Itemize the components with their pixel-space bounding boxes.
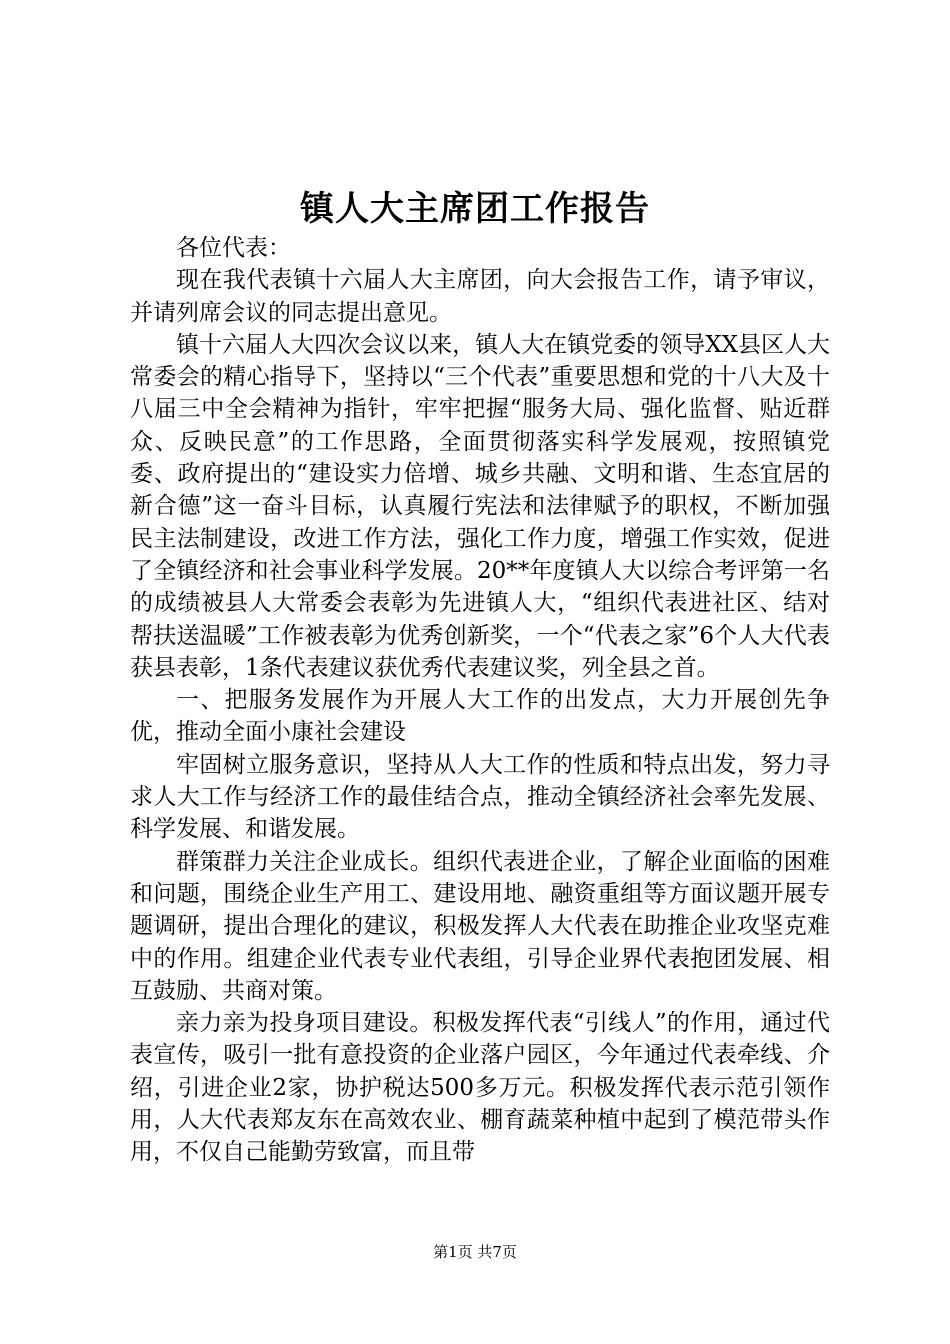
paragraph: 镇十六届人大四次会议以来，镇人大在镇党委的领导XX县区人大常委会的精心指导下，坚持以“三个代表”重要思想和党的十八大及十八届三中全会精神为指针，牢牢把握“服务大局、强化监督、贴近群众、反映民意”的工作思路，全面贯彻落实科学发展观，按照镇党委、政府提出的“建设实力倍增、城乡共融、文明和谐、生态宜居的新合德”这一奋斗目标，认真履行宪法和法律赋予的职权，不断加强民主法制建设，改进工作方法，强化工作力度，增强工作实效，促进了全镇经济和社会事业科学发展。20**年度镇人大以综合考评第一名的成绩被县人大常委会表彰为先进镇人大，“组织代表进社区、结对帮扶送温暖”工作被表彰为优秀创新奖，一个“代表之家”6个人大代表获县表彰，1条代表建议获优秀代表建议奖，列全县之首。 [130,331,830,681]
paragraph: 群策群力关注企业成长。组织代表进企业，了解企业面临的困难和问题，围绕企业生产用工、建设用地、融资重组等方面议题开展专题调研，提出合理化的建议，积极发挥人大代表在助推企业攻坚克难中的作用。组建企业代表专业代表组，引导企业界代表抱团发展、相互鼓励、共商对策。 [130,848,830,1004]
paragraph: 亲力亲为投身项目建设。积极发挥代表“引线人”的作用，通过代表宣传，吸引一批有意投资的企业落户园区，今年通过代表牵线、介绍，引进企业2家，协护税达500多万元。积极发挥代表示范引领作用，人大代表郑友东在高效农业、棚育蔬菜种植中起到了模范带头作用，不仅自己能勤劳致富，而且带 [130,1010,830,1166]
paragraph: 现在我代表镇十六届人大主席团，向大会报告工作，请予审议，并请列席会议的同志提出意见。 [130,267,830,326]
document-body [130,232,830,1169]
section-heading: 一、把服务发展作为开展人大工作的出发点，大力开展创先争优，推动全面小康社会建设 [130,687,830,746]
document-title: 镇人大主席团工作报告 [300,189,650,229]
page-number-footer: 第1页 共7页 [433,1243,517,1261]
salutation: 各位代表： [176,235,291,261]
paragraph: 牢固树立服务意识，坚持从人大工作的性质和特点出发，努力寻求人大工作与经济工作的最佳结合点，推动全镇经济社会率先发展、科学发展、和谐发展。 [130,751,830,843]
